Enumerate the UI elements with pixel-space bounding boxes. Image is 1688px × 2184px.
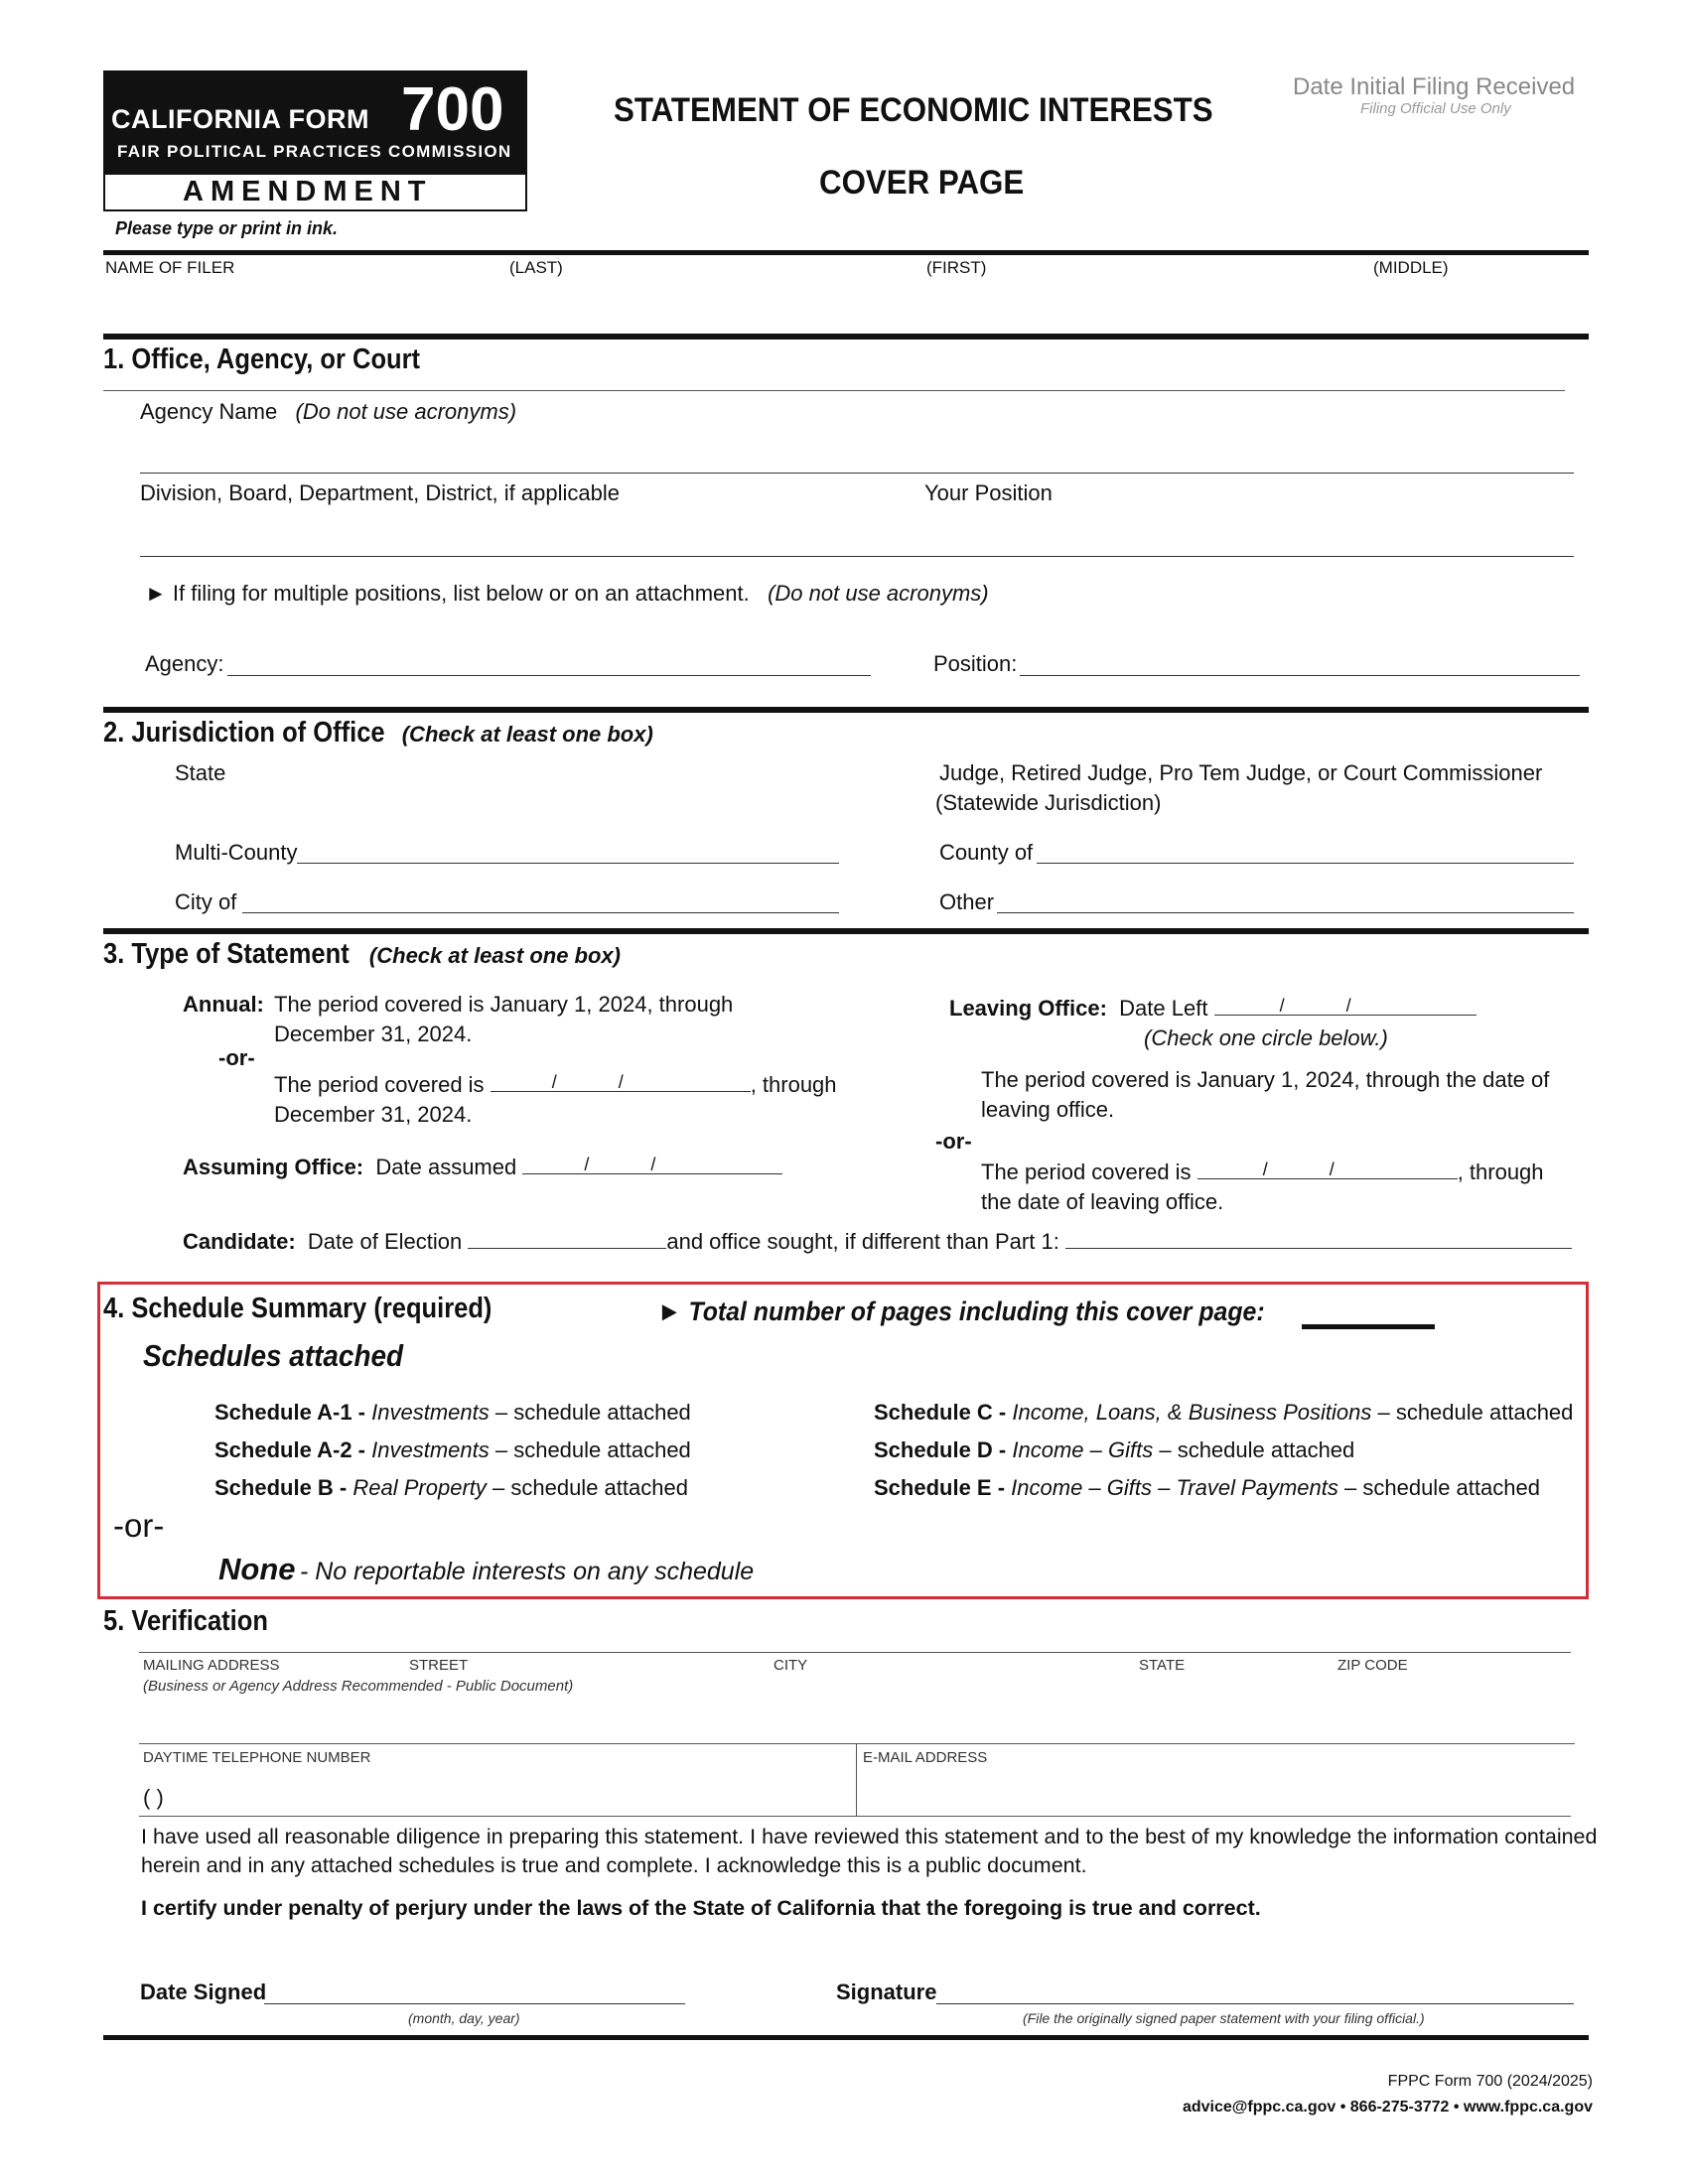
multiple-positions-text [145,581,989,607]
filer-middle-label: (MIDDLE) [1373,258,1449,277]
division-input[interactable] [140,512,909,557]
signature-note: (File the originally signed paper statement with your filing official.) [1023,2010,1425,2026]
or-label-2: -or- [935,1129,972,1154]
filer-first-label: (FIRST) [926,258,987,277]
none-row[interactable] [179,1552,754,1587]
form-subtitle: COVER PAGE [819,164,1025,202]
schedule-type: Investments [371,1400,490,1425]
office-sought-blank[interactable] [1065,1230,1572,1249]
date-signed-input[interactable] [264,1976,685,2004]
signature-label: Signature [836,1979,937,2004]
commission-name: FAIR POLITICAL PRACTICES COMMISSION [117,142,512,161]
agency-name-input[interactable] [140,431,1574,474]
annual-line1: The period covered is January 1, 2024, through [274,992,734,1017]
multiple-positions-main: ► If filing for multiple positions, list below or on an attachment. [145,581,750,606]
mailing-address-input[interactable] [139,1700,1575,1744]
signature-input[interactable] [936,1976,1574,2004]
none-label: None [218,1552,296,1586]
bottom-rule [103,2035,1589,2040]
date-sep-5: / [1279,996,1285,1016]
agency-name-note: (Do not use acronyms) [295,399,517,424]
county-of-label: County of [939,840,1034,865]
city-label: CITY [774,1657,808,1674]
annual-line2: December 31, 2024. [274,1022,473,1046]
section2-top-rule [103,707,1589,713]
schedule-row[interactable] [842,1400,1573,1437]
partial-period-line2: December 31, 2024. [274,1102,473,1127]
section3-heading-row [103,938,621,971]
leaving-period-text-b: , through [1457,1160,1544,1184]
none-text: - No reportable interests on any schedule [299,1558,755,1585]
schedule-code: Schedule B - [214,1475,348,1500]
schedule-type: Income, Loans, & Business Positions [1012,1400,1372,1425]
received-label: Date Initial Filing Received [1293,73,1576,100]
form-badge [103,70,527,211]
street-label: STREET [409,1657,469,1674]
email-label: E-MAIL ADDRESS [863,1749,988,1766]
position2-label: Position: [933,651,1018,676]
schedule-row[interactable] [842,1437,1573,1475]
partial-period-date-blank[interactable] [491,1073,751,1092]
total-pages-input[interactable] [1302,1298,1435,1329]
multiple-positions-note: (Do not use acronyms) [768,581,989,606]
date-sep-6: / [1345,996,1351,1016]
date-assumed-blank[interactable] [522,1156,782,1174]
position-label: Your Position [924,480,1053,505]
schedule-type: Real Property [352,1475,487,1500]
section2-heading-row [103,717,653,750]
schedule-suffix: – schedule attached [494,1400,691,1425]
leaving-office-label: Leaving Office: [949,996,1107,1021]
filer-name-input[interactable] [105,282,1589,334]
candidate-row [183,1229,1572,1255]
date-left-blank[interactable] [1214,997,1477,1016]
agency-label: Agency: [145,651,224,676]
date-sep-7: / [1262,1160,1268,1179]
section1-heading: 1. Office, Agency, or Court [103,343,421,375]
date-sep-4: / [650,1155,656,1174]
county-of-input[interactable] [1037,835,1574,864]
leaving-period-text-a: The period covered is [981,1160,1192,1184]
candidate-label: Candidate: [183,1229,296,1254]
schedule-suffix: – schedule attached [492,1475,688,1500]
instruction-text: Please type or print in ink. [115,218,339,238]
schedule-row[interactable] [183,1475,691,1513]
partial-period-text-b: , through [750,1072,837,1097]
or-label-1: -or- [218,1045,255,1070]
agency-name-text: Agency Name [140,399,278,424]
agency-name-label [140,399,516,425]
leaving-office-row [949,996,1477,1022]
judge-label-line2: (Statewide Jurisdiction) [935,790,1162,815]
schedule-row[interactable] [183,1400,691,1437]
election-date-blank[interactable] [468,1230,666,1249]
form-number: 700 [401,75,504,144]
mailing-address-label: MAILING ADDRESS [143,1657,280,1674]
leaving-period-line2: the date of leaving office. [981,1189,1224,1214]
schedule-suffix: – schedule attached [494,1437,691,1462]
schedule-suffix: – schedule attached [1344,1475,1540,1500]
schedule-code: Schedule C - [874,1400,1007,1425]
leaving-period-line1 [981,1160,1544,1185]
form-title: STATEMENT OF ECONOMIC INTERESTS [614,91,1213,129]
date-sep-1: / [551,1072,557,1092]
other-label: Other [939,889,995,914]
other-input[interactable] [997,885,1574,913]
agency-input[interactable] [227,647,871,676]
section2-heading: 2. Jurisdiction of Office [103,717,385,749]
date-assumed-label: Date assumed [375,1155,517,1179]
schedule-code: Schedule A-1 - [214,1400,365,1425]
footer-form-id: FPPC Form 700 (2024/2025) [1387,2073,1593,2090]
division-label: Division, Board, Department, District, if applicable [140,480,620,505]
partial-period-text-a: The period covered is [274,1072,485,1097]
position2-input[interactable] [1020,647,1580,676]
certify-statement: I certify under penalty of perjury under the laws of the State of California that the foregoing is true and correct. [141,1896,1261,1920]
city-of-input[interactable] [242,885,839,913]
leaving-line2: leaving office. [981,1097,1115,1122]
date-signed-label: Date Signed [140,1979,267,2004]
section5-heading-rule [139,1652,1571,1653]
multi-county-input[interactable] [297,835,839,864]
schedule-type: Income – Gifts – Travel Payments [1011,1475,1338,1500]
date-format-note: (month, day, year) [408,2010,520,2026]
schedules-attached-heading: Schedules attached [143,1338,404,1373]
schedule-code: Schedule D - [874,1437,1007,1462]
position-input[interactable] [905,512,1574,557]
schedule-code: Schedule A-2 - [214,1437,365,1462]
section3-top-rule [103,928,1589,934]
state-label: State [175,760,226,785]
received-sub: Filing Official Use Only [1360,100,1511,117]
filer-top-rule [103,250,1589,255]
schedules-right-list [842,1400,1573,1513]
state-address-label: STATE [1139,1657,1186,1674]
leaving-line1: The period covered is January 1, 2024, through the date of [981,1067,1550,1092]
address-note: (Business or Agency Address Recommended - Public Document) [143,1678,574,1695]
section1-top-rule [103,334,1589,340]
footer-contact: advice@fppc.ca.gov • 866-275-3772 • www.fppc.ca.gov [1182,2099,1593,2116]
section5-heading: 5. Verification [103,1605,268,1637]
date-sep-2: / [618,1072,624,1092]
section2-note: (Check at least one box) [401,722,653,747]
date-sep-3: / [584,1155,590,1174]
judge-label-line1: Judge, Retired Judge, Pro Tem Judge, or Court Commissioner [939,760,1543,785]
office-sought-label: and office sought, if different than Part 1: [666,1229,1059,1254]
partial-period-line1 [274,1072,837,1098]
zip-label: ZIP CODE [1337,1657,1408,1674]
total-pages-label: ► Total number of pages including this cover page: [657,1297,1265,1326]
phone-input[interactable] [248,1779,848,1813]
date-of-election-label: Date of Election [307,1229,463,1254]
diligence-line2: herein and in any attached schedules is true and complete. I acknowledge this is a public document. [141,1853,1087,1877]
schedule-type: Investments [371,1437,490,1462]
section4-heading: 4. Schedule Summary (required) [103,1293,492,1324]
schedules-left-list [183,1400,691,1513]
amendment-label: AMENDMENT [183,176,433,207]
form-label: CALIFORNIA FORM [111,104,369,134]
schedule-suffix: – schedule attached [1377,1400,1574,1425]
leaving-period-date-blank[interactable] [1197,1160,1458,1179]
check-one-note: (Check one circle below.) [1144,1025,1388,1050]
multi-county-label: Multi-County [175,840,298,865]
phone-email-rule [139,1816,1571,1817]
email-input[interactable] [863,1773,1572,1815]
annual-label: Annual: [183,992,264,1017]
schedule-type: Income – Gifts [1012,1437,1154,1462]
schedule-row[interactable] [842,1475,1573,1513]
phone-label: DAYTIME TELEPHONE NUMBER [143,1749,371,1766]
diligence-line1: I have used all reasonable diligence in preparing this statement. I have reviewed this statement and to the best of my knowledge the information contained [141,1825,1598,1848]
section3-note: (Check at least one box) [368,943,621,968]
schedule-row[interactable] [183,1437,691,1475]
assuming-office-label: Assuming Office: [183,1155,364,1179]
date-sep-8: / [1329,1160,1335,1179]
section1-heading-rule [103,390,1565,391]
phone-email-divider [856,1743,857,1817]
filer-name-label: NAME OF FILER [105,258,235,277]
date-left-label: Date Left [1119,996,1208,1021]
filer-last-label: (LAST) [509,258,563,277]
schedule-code: Schedule E - [874,1475,1006,1500]
assuming-office-row [183,1155,782,1180]
or-label-3: -or- [113,1507,165,1544]
phone-parens: ( ) [143,1785,164,1810]
city-of-label: City of [175,889,237,914]
section3-heading: 3. Type of Statement [103,938,350,970]
schedule-suffix: – schedule attached [1159,1437,1355,1462]
